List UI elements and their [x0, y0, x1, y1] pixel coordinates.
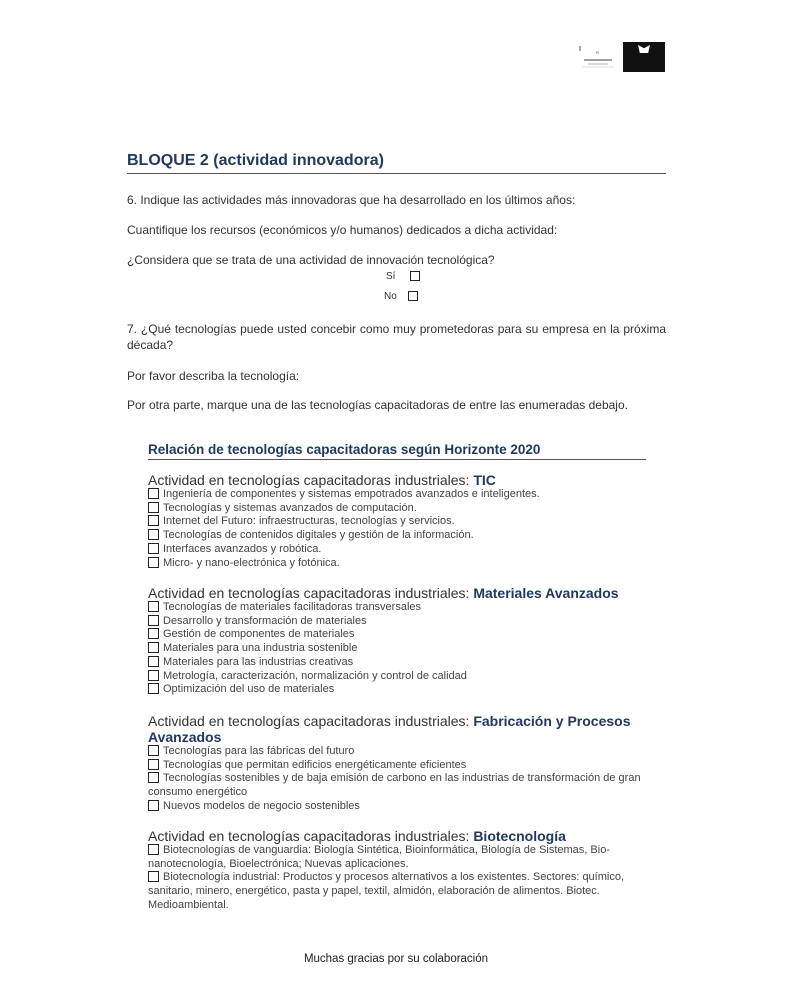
question-7-select: Por otra parte, marque una de las tecnologías capacitadoras de entre las enumeradas debajo.: [127, 398, 628, 412]
option-no-label: No: [384, 291, 397, 302]
checkbox[interactable]: [148, 670, 159, 681]
category-name: Biotecnología: [473, 828, 566, 844]
tech-option-label: Tecnologías para las fábricas del futuro: [163, 745, 355, 757]
category-tic: [148, 472, 658, 570]
category-prefix: Actividad en tecnologías capacitadoras industriales:: [148, 828, 474, 844]
tech-option-label: Biotecnología industrial: Productos y procesos alternativos a los existentes. Sectores: químico, sanitario, minero, energético, pasta y papel, textil, almidón, elaboración de alimentos. Biotec. Medioambiental.: [148, 871, 625, 911]
category-prefix: Actividad en tecnologías capacitadoras industriales:: [148, 472, 474, 488]
tech-option-label: Optimización del uso de materiales: [163, 683, 335, 696]
checkbox[interactable]: [148, 515, 159, 526]
tech-option-label: Desarrollo y transformación de materiales: [163, 614, 367, 627]
checkbox[interactable]: [148, 800, 159, 811]
footer-thanks: Muchas gracias por su colaboración: [303, 953, 489, 965]
checkbox[interactable]: [148, 502, 159, 513]
category-name: Fabricación y Procesos Avanzados: [148, 713, 631, 745]
tech-option[interactable]: [148, 800, 658, 814]
tech-option-label: Tecnologías y sistemas avanzados de computación.: [163, 501, 417, 514]
tech-option[interactable]: [148, 656, 658, 670]
checkbox[interactable]: [148, 656, 159, 667]
tech-option-label: Tecnologías de contenidos digitales y gestión de la información.: [163, 529, 474, 542]
option-yes[interactable]: [386, 271, 395, 282]
tech-option[interactable]: [148, 772, 658, 799]
category-name: TIC: [473, 472, 496, 488]
institution-logo: [623, 42, 665, 72]
tech-option[interactable]: [148, 844, 658, 871]
category-manufacturing: [148, 713, 658, 814]
category-prefix: Actividad en tecnologías capacitadoras industriales:: [148, 585, 474, 601]
tech-option-label: Nuevos modelos de negocio sostenibles: [163, 799, 360, 812]
tech-option[interactable]: [148, 543, 658, 557]
checkbox[interactable]: [148, 759, 159, 770]
question-7-describe: Por favor describa la tecnología:: [127, 369, 300, 383]
question-7: 7. ¿Qué tecnologías puede usted concebir como muy prometedoras para su empresa en la próxima década?: [127, 322, 666, 352]
question-6-innovation: ¿Considera que se trata de una actividad de innovación tecnológica?: [127, 253, 495, 267]
checkbox[interactable]: [148, 642, 159, 653]
question-6: 6. Indique las actividades más innovadoras que ha desarrollado en los últimos años:: [127, 193, 576, 207]
tech-option-label: Materiales para una industria sostenible: [163, 642, 358, 655]
section-heading: BLOQUE 2 (actividad innovadora): [127, 152, 666, 174]
svg-text:R: R: [596, 50, 599, 55]
checkbox[interactable]: [148, 488, 159, 499]
tech-option-label: Internet del Futuro: infraestructuras, tecnologías y servicios.: [163, 515, 455, 528]
yes-checkbox[interactable]: [410, 271, 420, 281]
no-checkbox[interactable]: [408, 291, 418, 301]
tech-section-title: Relación de tecnologías capacitadoras según Horizonte 2020: [148, 442, 646, 460]
tech-option[interactable]: [148, 557, 658, 571]
tech-option-label: Tecnologías de materiales facilitadoras transversales: [163, 601, 422, 613]
checkbox[interactable]: [148, 601, 159, 612]
category-name: Materiales Avanzados: [473, 585, 619, 601]
tech-option[interactable]: [148, 745, 658, 759]
tech-option-label: Interfaces avanzados y robótica.: [163, 542, 322, 555]
checkbox[interactable]: [148, 557, 159, 568]
checkbox[interactable]: [148, 844, 159, 855]
tech-option-label: Tecnologías que permitan edificios energéticamente eficientes: [163, 758, 467, 771]
checkbox[interactable]: [148, 683, 159, 694]
checkbox[interactable]: [148, 871, 159, 882]
tech-option-label: Ingeniería de componentes y sistemas empotrados avanzados e inteligentes.: [163, 488, 540, 500]
tech-option-label: Metrología, caracterización, normalización y control de calidad: [163, 669, 467, 682]
tech-option[interactable]: [148, 670, 658, 684]
tech-option-label: Micro- y nano-electrónica y fotónica.: [163, 556, 340, 569]
tech-option[interactable]: [148, 529, 658, 543]
tech-option[interactable]: [148, 502, 658, 516]
tech-option[interactable]: [148, 615, 658, 629]
tech-option[interactable]: [148, 488, 658, 502]
tech-option[interactable]: [148, 601, 658, 615]
option-no[interactable]: [384, 291, 397, 302]
tech-option-label: Gestión de componentes de materiales: [163, 628, 355, 641]
tech-option-label: Materiales para las industrias creativas: [163, 655, 354, 668]
tech-option[interactable]: [148, 871, 658, 912]
checkbox[interactable]: [148, 543, 159, 554]
checkbox[interactable]: [148, 745, 159, 756]
checkbox[interactable]: [148, 628, 159, 639]
question-6-resources: Cuantifique los recursos (económicos y/o humanos) dedicados a dicha actividad:: [127, 223, 558, 237]
checkbox[interactable]: [148, 529, 159, 540]
category-biotech: [148, 828, 658, 913]
category-materials: [148, 585, 658, 697]
tech-section: [148, 442, 646, 460]
tech-option[interactable]: [148, 683, 658, 697]
partner-logo: [578, 42, 618, 72]
tech-option[interactable]: [148, 515, 658, 529]
tech-option-label: Biotecnologías de vanguardia: Biología Sintética, Bioinformática, Biología de Sistemas, Bio-nanotecnología, Bioelectrónica; Nuevas aplicaciones.: [148, 844, 610, 870]
tech-option-label: Tecnologías sostenibles y de baja emisión de carbono en las industrias de transformación de gran consumo energético: [148, 772, 641, 799]
tech-option[interactable]: [148, 642, 658, 656]
category-prefix: Actividad en tecnologías capacitadoras industriales:: [148, 713, 474, 729]
option-yes-label: Sí: [386, 271, 396, 282]
checkbox[interactable]: [148, 772, 159, 783]
tech-option[interactable]: [148, 759, 658, 773]
tech-option[interactable]: [148, 628, 658, 642]
checkbox[interactable]: [148, 615, 159, 626]
